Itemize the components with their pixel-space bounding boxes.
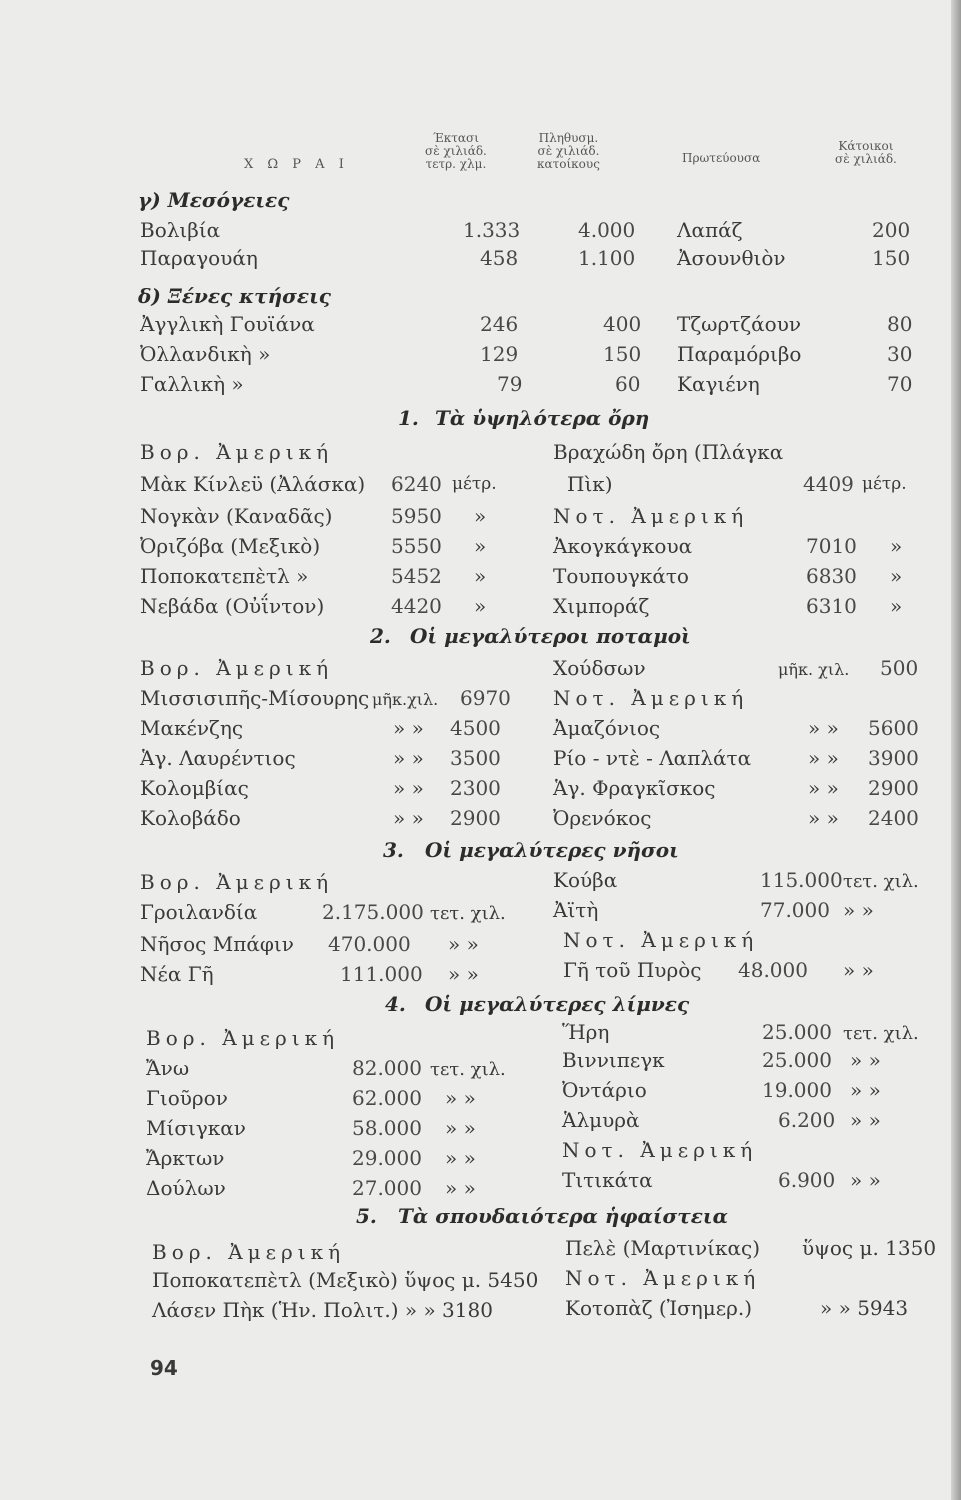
- lakes-section-number: 4.: [385, 992, 406, 1016]
- region-heading: Νοτ. Ἀμερική: [565, 1266, 761, 1290]
- rivers-section-title: Οἱ μεγαλύτεροι ποταμοὶ: [410, 624, 691, 648]
- region-heading: Βορ. Ἀμερική: [140, 870, 334, 894]
- region-heading: Βορ. Ἀμερική: [146, 1026, 340, 1050]
- region-heading: Βορ. Ἀμερική: [152, 1240, 346, 1264]
- page-number: 94: [150, 1356, 178, 1380]
- page-edge-shadow: [951, 0, 961, 1500]
- volcanoes-section-title: Τὰ σπουδαιότερα ἡφαίστεια: [398, 1204, 728, 1228]
- list-item: Λάσεν Πὴκ (Ἡν. Πολιτ.) » » 3180: [152, 1298, 493, 1322]
- region-heading: Νοτ. Ἀμερική: [563, 928, 759, 952]
- islands-section-title: Οἱ μεγαλύτερες νῆσοι: [425, 838, 679, 862]
- section-foreign-possessions-title: δ) Ξένες κτήσεις: [138, 284, 331, 308]
- header-population: Πληθυσμ. σὲ χιλιάδ. κατοίκους: [537, 131, 600, 171]
- islands-section-number: 3.: [383, 838, 404, 862]
- rivers-section-number: 2.: [370, 624, 391, 648]
- volcanoes-section-number: 5.: [356, 1204, 377, 1228]
- section-landlocked-title: γ) Μεσόγειες: [138, 188, 290, 212]
- lakes-section-title: Οἱ μεγαλύτερες λίμνες: [425, 992, 690, 1016]
- header-capital: Πρωτεύουσα: [682, 151, 761, 165]
- mountains-section-title: Τὰ ὑψηλότερα ὄρη: [435, 406, 650, 430]
- rockies-label: Βραχώδη ὄρη (Πλάγκα: [553, 440, 784, 464]
- header-residents: Κάτοικοι σὲ χιλιάδ.: [835, 139, 897, 166]
- region-heading: Νοτ. Ἀμερική: [553, 504, 749, 528]
- region-heading: Νοτ. Ἀμερική: [553, 686, 749, 710]
- region-heading: Νοτ. Ἀμερική: [562, 1138, 758, 1162]
- region-heading: Βορ. Ἀμερική: [140, 656, 334, 680]
- list-item: Ποποκατεπὲτλ (Μεξικὸ) ὕψος μ. 5450: [152, 1268, 539, 1292]
- header-countries: Χ Ω Ρ Α Ι: [244, 157, 349, 172]
- region-heading: Βορ. Ἀμερική: [140, 440, 334, 464]
- mountains-section-number: 1.: [398, 406, 419, 430]
- header-area: Έκτασι σὲ χιλιάδ. τετρ. χλμ.: [425, 131, 487, 171]
